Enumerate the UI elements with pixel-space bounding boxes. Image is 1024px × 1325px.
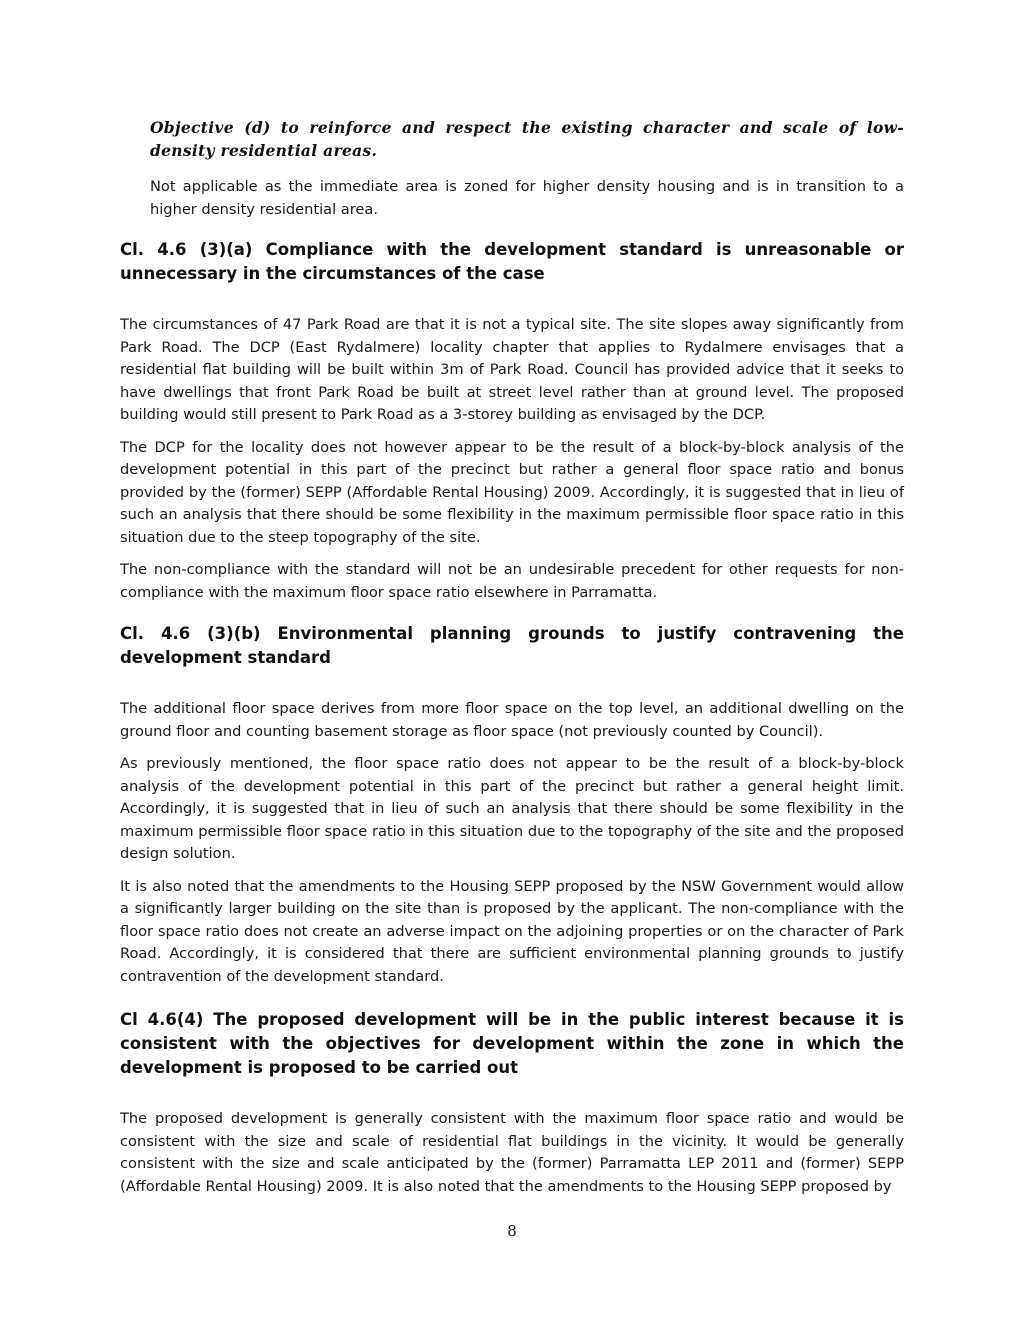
objective-body: Not applicable as the immediate area is zoned for higher density housing and is in transition to a higher density residential area.: [150, 178, 904, 218]
section-a-paragraph-3: The non-compliance with the standard will not be an undesirable precedent for other requests for non-compliance with the maximum floor space ratio elsewhere in Parramatta.: [120, 561, 904, 601]
section-b-paragraph-2: As previously mentioned, the floor space ratio does not appear to be the result of a block-by-block analysis of the development potential in this part of the precinct but rather a general height limit. Accordingly, it is suggested that in lieu of such an analysis that there should be some flexibility in the maximum permissible floor space ratio in this situation due to the topography of the site and the proposed design solution.: [120, 755, 904, 862]
section-a-paragraph-2: The DCP for the locality does not however appear to be the result of a block-by-block analysis of the development potential in this part of the precinct but rather a general floor space ratio and bonus provided by the (former) SEPP (Affordable Rental Housing) 2009. Accordingly, it is suggested that in lieu of such an analysis that there should be some flexibility in the maximum permissible floor space ratio in this situation due to the steep topography of the site.: [120, 438, 904, 546]
section-b-paragraph-3: It is also noted that the amendments to the Housing SEPP proposed by the NSW Government would allow a significantly larger building on the site than is proposed by the applicant. The non-compliance with the floor space ratio does not create an adverse impact on the adjoining properties or on the character of Park Road. Accordingly, it is considered that there are sufficient environmental planning grounds to justify contravention of the development standard.: [120, 877, 904, 985]
objective-block: [120, 116, 904, 221]
section-b-paragraph-1: The additional floor space derives from more floor space on the top level, an additional dwelling on the ground floor and counting basement storage as floor space (not previously counted by Council).: [120, 700, 904, 740]
section-a-paragraph-1: The circumstances of 47 Park Road are that it is not a typical site. The site slopes away significantly from Park Road. The DCP (East Rydalmere) locality chapter that applies to Rydalmere envisages that a residential flat building will be built within 3m of Park Road. Council has provided advice that it seeks to have dwellings that front Park Road be built at street level rather than at ground level. The proposed building would still present to Park Road as a 3-storey building as envisaged by the DCP.: [120, 316, 904, 423]
section-c-heading: Cl 4.6(4) The proposed development will be in the public interest because it is consistent with the objectives for development within the zone in which the development is proposed to be carried out: [120, 1010, 904, 1077]
page-number: 8: [507, 1222, 517, 1240]
page-content: [120, 116, 904, 1198]
section-a-heading: Cl. 4.6 (3)(a) Compliance with the development standard is unreasonable or unnecessary in the circumstances of the case: [120, 240, 904, 283]
section-b-heading: Cl. 4.6 (3)(b) Environmental planning grounds to justify contravening the development standard: [120, 624, 904, 667]
section-c-paragraph-1: The proposed development is generally consistent with the maximum floor space ratio and would be consistent with the size and scale of residential flat buildings in the vicinity. It would be generally consistent with the size and scale anticipated by the (former) Parramatta LEP 2011 and (former) SEPP (Affordable Rental Housing) 2009. It is also noted that the amendments to the Housing SEPP proposed by: [120, 1110, 904, 1195]
objective-heading: Objective (d) to reinforce and respect the existing character and scale of low-density residential areas.: [150, 118, 904, 160]
